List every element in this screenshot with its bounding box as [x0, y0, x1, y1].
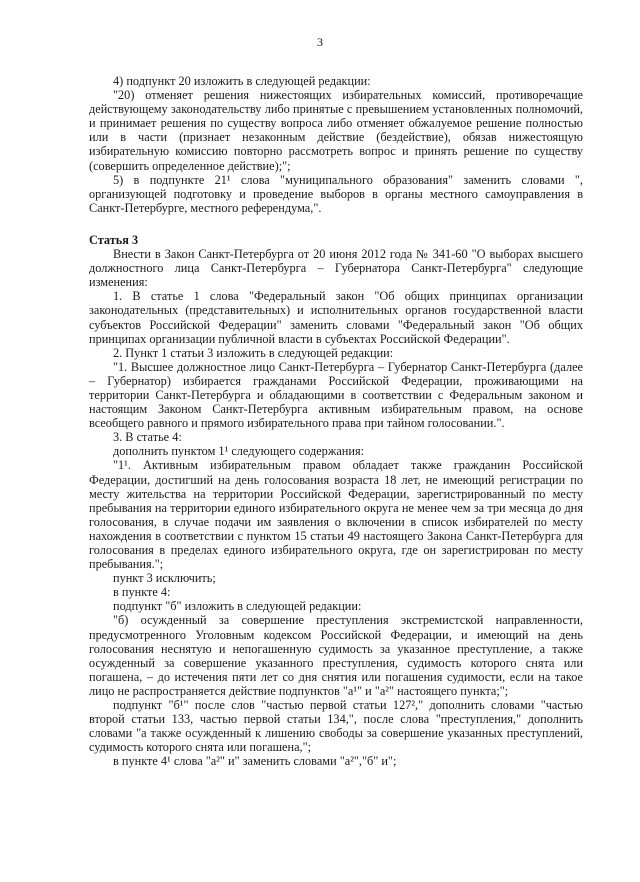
paragraph: "20) отменяет решения нижестоящих избирательных комиссий, противоречащие действующему законодательству либо принятые с превышением установленных полномочий, и принимает решения по существу вопроса либо отменяет обжалуемое решение полностью или в части (признает незаконным действие (бездействие), обязав нижестоящую избирательную комиссию повторно рассмотреть вопрос и принять решение по существу (совершить определенное действие);";: [89, 88, 583, 173]
paragraph: 4) подпункт 20 изложить в следующей редакции:: [113, 74, 371, 88]
paragraph: 3. В статье 4:: [113, 430, 182, 445]
paragraph: Внести в Закон Санкт-Петербурга от 20 июня 2012 года № 341-60 "О выборах высшего должностного лица Санкт-Петербурга – Губернатора Санкт-Петербурга" следующие изменения:: [89, 247, 583, 290]
paragraph: 2. Пункт 1 статьи 3 изложить в следующей редакции:: [113, 345, 394, 360]
paragraph: в пункте 4:: [113, 585, 171, 600]
paragraph: "1¹. Активным избирательным правом обладает также гражданин Российской Федерации, достигший на день голосования возраста 18 лет, не имеющий регистрации по месту жительства на территории Российской Федерации, зарегистрированный по месту пребывания на территории единого избирательного округа не менее чем за три месяца до дня голосования, в случае подачи им заявления о включении в список избирателей по месту нахождения в соответствии с пунктом 15 статьи 49 настоящего Закона Санкт-Петербурга для голосования в пределах единого избирательного округа, где он зарегистрирован по месту пребывания.";: [89, 458, 583, 572]
paragraph: "1. Высшее должностное лицо Санкт-Петербурга – Губернатор Санкт-Петербурга (далее – Губернатор) избирается гражданами Российской Федерации, проживающими на территории Санкт-Петербурга и обладающими в соответствии с Федеральным законом и настоящим Законом Санкт-Петербурга активным избирательным правом, на основе всеобщего равного и прямого избирательного права при тайном голосовании.".: [89, 359, 583, 431]
paragraph: "б) осужденный за совершение преступления экстремистской направленности, предусмотренного Уголовным кодексом Российской Федерации, и имеющий на день голосования неснятую и непогашенную судимость за указанное преступление, а также осужденный за совершение указанного преступления, судимость которого снята или погашена, – до истечения пяти лет со дня снятия или погашения судимости, если на такое лицо не распространяется действие подпунктов "а¹" и "а²" настоящего пункта;";: [89, 613, 583, 698]
paragraph: подпункт "б" изложить в следующей редакции:: [113, 599, 362, 614]
paragraph: 1. В статье 1 слова "Федеральный закон "Об общих принципах организации законодательных (представительных) и исполнительных органов государственной власти субъектов Российской Федерации" заменить словами "Федеральный закон "Об общих принципах организации публичной власти в субъектах Российской Федерации".: [89, 289, 583, 346]
paragraph: в пункте 4¹ слова "а²" и" заменить словами "а²","б" и";: [113, 754, 397, 769]
paragraph: дополнить пунктом 1¹ следующего содержания:: [113, 444, 365, 459]
page-number: 3: [317, 35, 323, 49]
paragraph: пункт 3 исключить;: [113, 571, 216, 586]
document-body: [89, 74, 583, 769]
paragraph: подпункт "б¹" после слов "частью первой статьи 127²," дополнить словами "частью второй статьи 133, частью первой статьи 134,", после слова "преступления," дополнить словами "а также осужденный к лишению свободы за совершение указанных преступлений, судимость которого снята или погашена,";: [89, 698, 583, 755]
paragraph: 5) в подпункте 21¹ слова "муниципального образования" заменить словами ", организующей подготовку и проведение выборов в органы местного самоуправления в Санкт-Петербурге, местного референдума,".: [89, 172, 583, 215]
article-heading: Статья 3: [89, 232, 139, 247]
